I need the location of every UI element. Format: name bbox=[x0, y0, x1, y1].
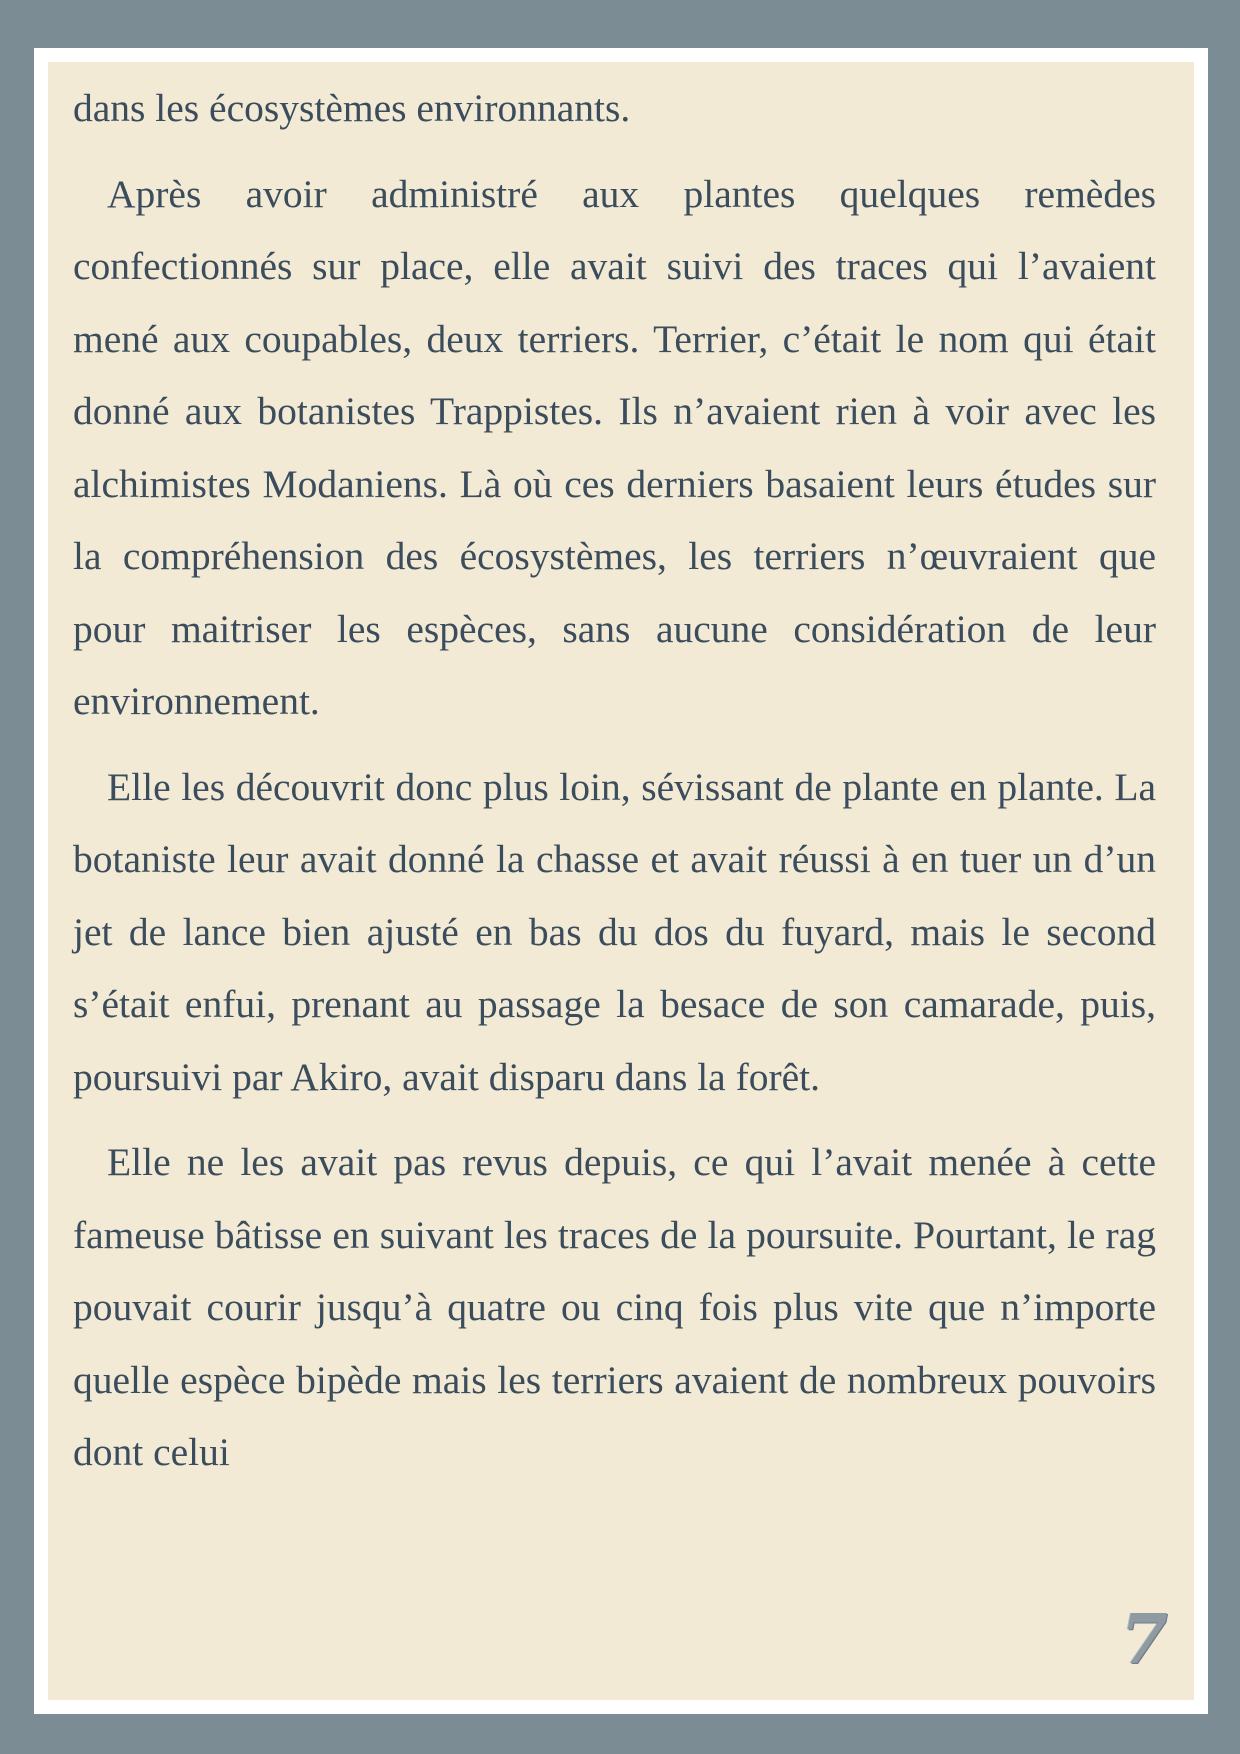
paragraph-2: Après avoir administré aux plantes quelques remèdes confectionnés sur place, elle avait suivi des traces qui l’avaient mené aux coupables, deux terriers. Terrier, c’était le nom qui était donné aux botanistes Trappistes. Ils n’avaient rien à voir avec les alchimistes Modaniens. Là où ces derniers basaient leurs études sur la compréhension des écosystèmes, les terriers n’œuvraient que pour maitriser les espèces, sans aucune considération de leur environnement. bbox=[73, 171, 1156, 723]
book-page bbox=[48, 62, 1194, 1700]
paragraph-1: dans les écosystèmes environnants. bbox=[73, 86, 631, 130]
body-text bbox=[73, 72, 1156, 1502]
paragraph-4: Elle ne les avait pas revus depuis, ce qui l’avait menée à cette fameuse bâtisse en suivant les traces de la poursuite. Pourtant, le rag pouvait courir jusqu’à quatre ou cinq fois plus vite que n’importe quelle espèce bipède mais les terriers avaient de nombreux pouvoirs dont celui bbox=[73, 1140, 1156, 1474]
page-number: 7 bbox=[1120, 1600, 1168, 1680]
paragraph-3: Elle les découvrit donc plus loin, sévissant de plante en plante. La botaniste leur avait donné la chasse et avait réussi à en tuer un d’un jet de lance bien ajusté en bas du dos du fuyard, mais le second s’était enfui, prenant au passage la besace de son camarade, puis, poursuivi par Akiro, avait disparu dans la forêt. bbox=[73, 764, 1156, 1099]
